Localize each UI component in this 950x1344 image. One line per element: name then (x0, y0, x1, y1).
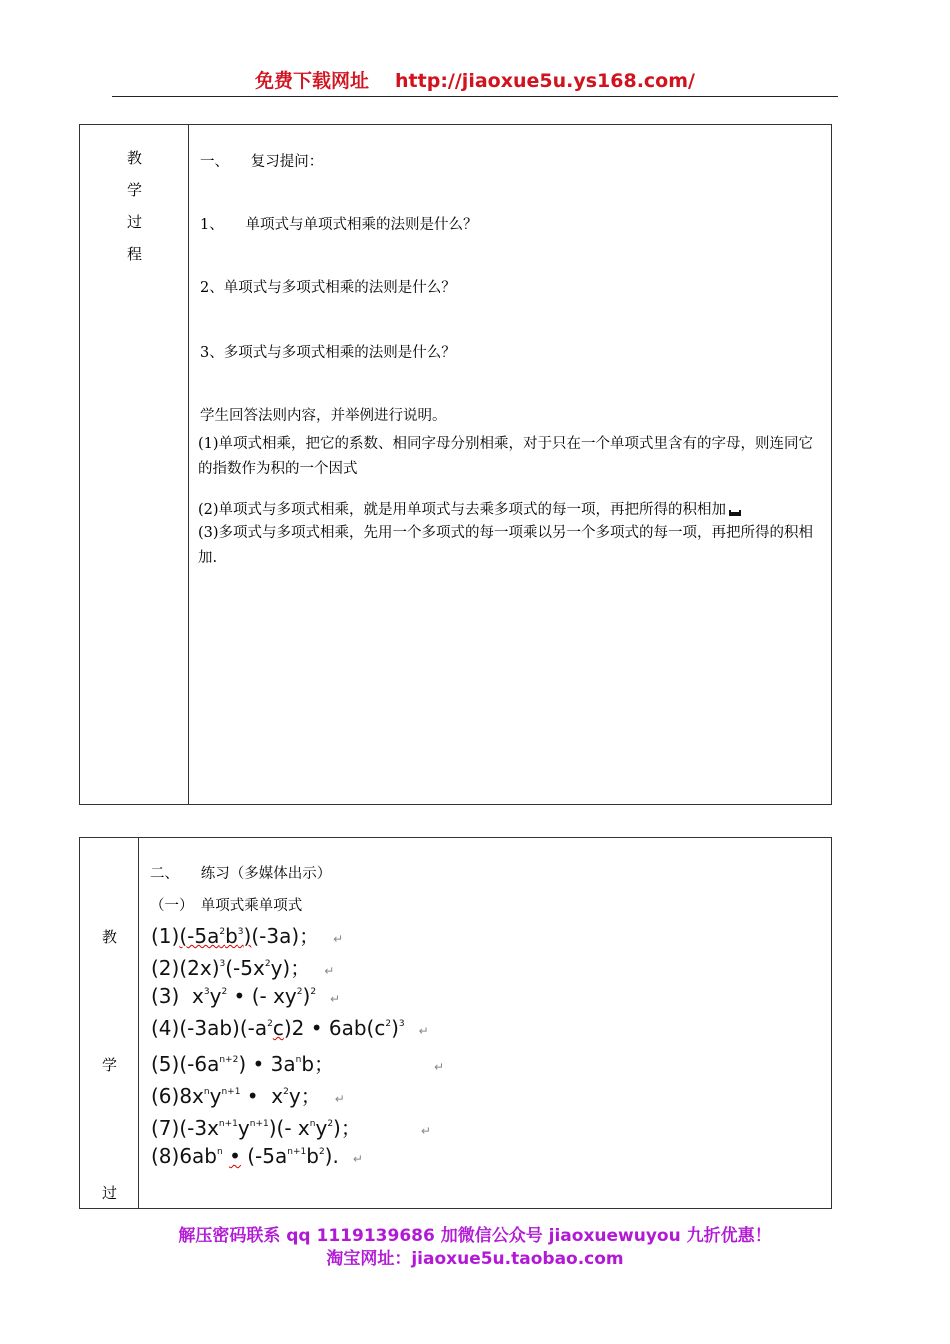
side-char: 学 (127, 181, 143, 199)
exercise-7: $(7)(-3x^{n+1}y^{n+1})(-$ $x^ny^2$)； ↵ (151, 1116, 431, 1140)
side-label (127, 142, 147, 270)
rule-2-line (198, 498, 741, 519)
answer-intro: 学生回答法则内容，并举例进行说明。 (200, 408, 447, 424)
side-char: 过 (127, 213, 143, 231)
footer-taobao[interactable]: 淘宝网址：jiaoxue5u.taobao.com (326, 1249, 624, 1269)
header-url[interactable]: http://jiaoxue5u.ys168.com/ (395, 70, 695, 92)
cursor-mark-icon (729, 510, 741, 516)
exercise-5: $(5)(-6a^{n+2})$ • $3a^nb$； ↵ (151, 1052, 445, 1076)
question-3: 3、多项式与多项式相乘的法则是什么？ (200, 345, 456, 361)
exercise-1: $(1)(-5a^2b^3)(-3a)$； ↵ (151, 924, 344, 948)
header-title: 免费下载网址 (255, 70, 370, 92)
teaching-process-table-1 (79, 124, 832, 805)
exercise-8: $(8)6ab^n$ • $(-5a^{n+1}b^2)$. ↵ (151, 1144, 363, 1168)
rule-2: (2)单项式与多项式相乘，就是用单项式与去乘多项式的每一项，再把所得的积相加 (198, 502, 727, 518)
side-char: 程 (127, 245, 143, 263)
section-heading: 一、 复习提问： (200, 154, 324, 170)
rule-1: (1)单项式相乘，把它的系数、相同字母分别相乘，对于只在一个单项式里含有的字母，则连同它的指数作为积的一个因式 (198, 436, 814, 477)
page-header (112, 68, 838, 97)
exercise-3: (3) $x^3y^2$ • (- $xy^2)^2$ ↵ (151, 984, 341, 1008)
section-heading: 二、 练习（多媒体出示） (150, 866, 332, 882)
exercise-6: $(6)8x^ny^{n+1}$ • $x^2y$； ↵ (151, 1084, 345, 1108)
exercise-2: $(2)(2x)^3(-5x^2y)$； ↵ (151, 956, 335, 980)
side-char: 学 (102, 1056, 118, 1074)
column-divider (138, 838, 139, 1208)
side-char: 过 (102, 1184, 118, 1202)
side-char: 教 (102, 928, 118, 946)
sub-heading: （一） 单项式乘单项式 (150, 898, 303, 914)
footer-contact: 解压密码联系 qq 1119139686 加微信公众号 jiaoxuewuyou 九折优惠！ (178, 1226, 772, 1246)
side-char: 教 (127, 149, 143, 167)
rule-3: (3)多项式与多项式相乘，先用一个多项式的每一项乘以另一个多项式的每一项，再把所得的积相加. (198, 525, 814, 566)
question-2: 2、单项式与多项式相乘的法则是什么？ (200, 280, 456, 296)
question-1: 1、 单项式与单项式相乘的法则是什么？ (200, 217, 478, 233)
column-divider (188, 125, 189, 804)
exercise-4: $(4)(-3ab)(-a^2c)2$ • $6ab(c^2)^3$ ↵ (151, 1016, 429, 1040)
